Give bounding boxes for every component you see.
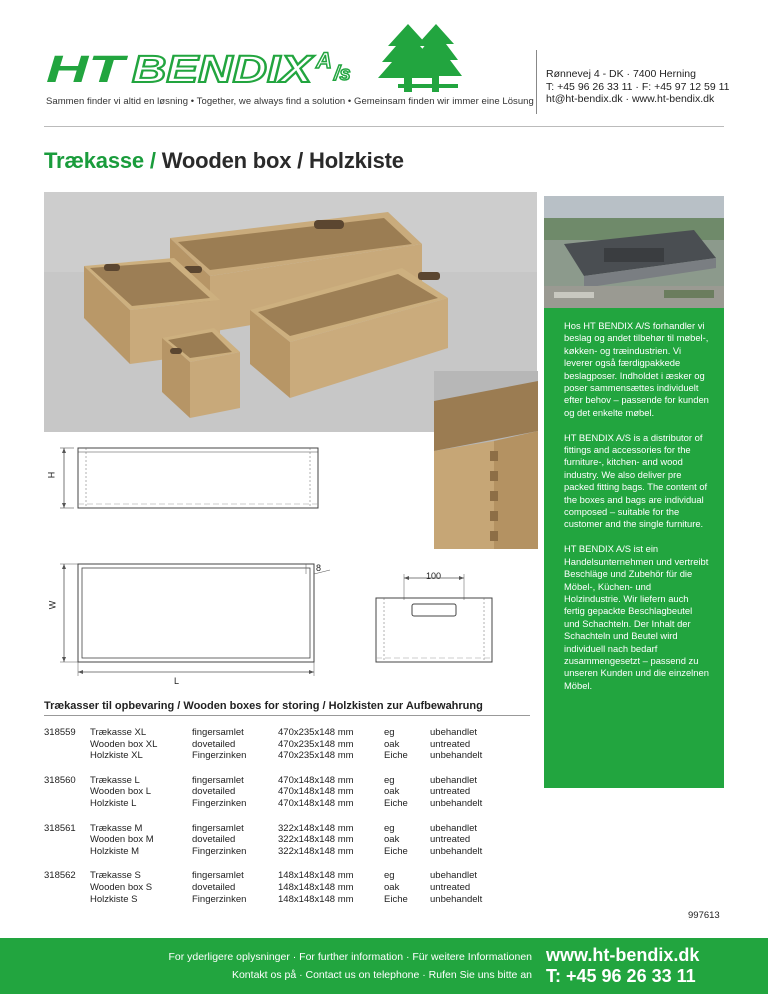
table-row	[44, 727, 530, 775]
item-number: 318559	[44, 727, 76, 738]
logo-wordmark	[46, 48, 351, 91]
footer-info-text: For yderligere oplysninger · For further information · Für weitere Informationen	[168, 951, 532, 963]
item-wood: eg oak Eiche	[384, 870, 408, 905]
item-number: 318560	[44, 774, 76, 786]
company-address	[546, 68, 730, 106]
svg-text:/s: /s	[334, 63, 351, 85]
item-name: Trækasse XL Wooden box XL Holzkiste XL	[90, 727, 158, 762]
email-web-line[interactable]: ht@ht-bendix.dk · www.ht-bendix.dk	[546, 93, 715, 106]
headquarters-photo	[544, 196, 724, 308]
address-line: Rønnevej 4 - DK · 7400 Herning	[546, 68, 696, 80]
item-number: 318561	[44, 822, 76, 834]
item-size: 470x235x148 mm 470x235x148 mm 470x235x148 mm	[278, 727, 354, 762]
document-number: 997613	[688, 910, 720, 921]
table-row	[44, 870, 530, 905]
header-divider	[536, 50, 537, 114]
item-number: 318562	[44, 870, 76, 882]
tree-icon	[378, 24, 462, 92]
company-info-sidebar	[544, 308, 724, 788]
svg-text:A: A	[316, 48, 332, 73]
item-wood: eg oak Eiche	[384, 822, 408, 857]
phone-fax-line: T: +45 96 26 33 11 · F: +45 97 12 59 11	[546, 80, 730, 93]
footer-website-link[interactable]: www.ht-bendix.dk	[546, 945, 700, 965]
page-title	[44, 148, 404, 174]
footer-contact-text: Kontakt os på · Contact us on telephone · Rufen Sie uns bitte an	[231, 969, 532, 981]
width-label: W	[47, 600, 58, 610]
product-table	[44, 727, 530, 905]
header-rule	[44, 126, 724, 127]
info-german: HT BENDIX A/S ist ein Handelsunternehmen und vertreibt Beschläge und Zubehör für die Möbel-, Küchen- und Holzindustrie. Wir liefern auch fertig gepackte Beschlagbeutel und Schachteln. Der Inhalt der Schachteln und Beutel wird individuell nach bedarf zusammengesetzt – passend zu unseren Kunden und die einzelnen Möbel.	[564, 543, 709, 691]
item-size: 148x148x148 mm 148x148x148 mm 148x148x148 mm	[278, 870, 354, 905]
item-wood: eg oak Eiche	[384, 727, 408, 762]
top-view-drawing	[44, 560, 344, 680]
thickness-label: 8	[316, 563, 322, 573]
item-name: Trækasse S Wooden box S Holzkiste S	[90, 870, 153, 905]
item-finish: ubehandlet untreated unbehandelt	[430, 727, 483, 762]
item-name: Trækasse M Wooden box M Holzkiste M	[90, 822, 154, 857]
end-view-drawing	[374, 570, 498, 666]
table-title: Trækasser til opbevaring / Wooden boxes for storing / Holzkisten zur Aufbewahrung	[44, 700, 483, 712]
title-separator: /	[143, 148, 162, 173]
length-label: L	[174, 676, 180, 686]
footer-phone-number[interactable]: T: +45 96 26 33 11	[546, 966, 696, 986]
info-danish: Hos HT BENDIX A/S forhandler vi beslag og andet tilbehør til møbel-, køkken- og træindustrien. Vi leverer også færdigpakkede beslagposer. Indholdet i æsker og poser sammensættes individuelt efter behov – passende for kunden og det enkelte møbel.	[564, 320, 709, 418]
svg-text:BENDIX: BENDIX	[132, 49, 316, 91]
item-joint: fingersamlet dovetailed Fingerzinken	[192, 774, 247, 809]
title-translations: Wooden box / Holzkiste	[161, 148, 404, 173]
item-finish: ubehandlet untreated unbehandelt	[430, 774, 483, 809]
item-finish: ubehandlet untreated unbehandelt	[430, 870, 483, 905]
table-row	[44, 823, 530, 871]
side-view-drawing	[44, 440, 334, 520]
handle-width-label: 100	[426, 571, 442, 581]
corner-detail-photo	[434, 371, 538, 549]
company-tagline: Sammen finder vi altid en løsning • Together, we always find a solution • Gemeinsam finden wir immer eine Lösung	[46, 96, 534, 107]
item-name: Trækasse L Wooden box L Holzkiste L	[90, 774, 152, 809]
item-wood: eg oak Eiche	[384, 774, 408, 809]
item-size: 322x148x148 mm 322x148x148 mm 322x148x148 mm	[278, 822, 354, 857]
table-row	[44, 775, 530, 823]
item-joint: fingersamlet dovetailed Fingerzinken	[192, 870, 247, 905]
item-joint: fingersamlet dovetailed Fingerzinken	[192, 822, 247, 857]
item-joint: fingersamlet dovetailed Fingerzinken	[192, 727, 247, 762]
title-danish: Trækasse	[44, 148, 144, 173]
table-divider	[44, 715, 530, 716]
height-label: H	[46, 471, 57, 479]
info-english: HT BENDIX A/S is a distributor of fittings and accessories for the furniture-, kitchen- and wood industry. We also deliver pre packed fitting bags. The content of the boxes and bags are individual composed – suitable for the customer and the single furniture.	[564, 431, 708, 530]
item-size: 470x148x148 mm 470x148x148 mm 470x148x148 mm	[278, 774, 354, 809]
item-finish: ubehandlet untreated unbehandelt	[430, 822, 483, 857]
company-logo	[46, 22, 466, 94]
footer-bar	[0, 938, 768, 994]
svg-text:HT: HT	[46, 49, 129, 91]
